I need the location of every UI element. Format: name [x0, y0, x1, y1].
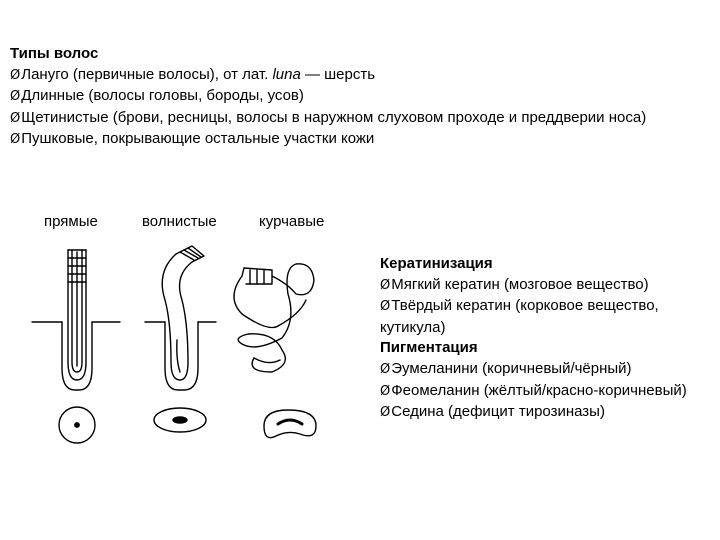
hair-follicle-illustration [30, 240, 350, 465]
lanugo-latin-term: luna [272, 65, 301, 83]
bullet-soft-keratin [380, 275, 700, 297]
bullet-arrow-icon: Ø [10, 67, 21, 83]
bullet-long [10, 86, 710, 108]
bullet-hard-keratin [380, 296, 700, 338]
wavy-hair-follicle [145, 246, 216, 390]
vellus-text: Пушковые, покрывающие остальные участки кожи [21, 130, 375, 148]
bullet-pheomelanin [380, 381, 700, 403]
hair-types-title: Типы волос [10, 45, 99, 62]
keratin-pigment-block [380, 254, 700, 424]
curly-cross-section [264, 410, 316, 438]
bullet-arrow-icon: Ø [10, 89, 21, 105]
bullet-arrow-icon: Ø [380, 405, 391, 421]
caption-wavy: волнистые [142, 213, 217, 230]
wavy-cross-section [154, 408, 206, 432]
hard-keratin-text: Твёрдый кератин (корковое вещество, кутикула) [380, 297, 659, 336]
bullet-arrow-icon: Ø [380, 277, 391, 293]
curly-hair-follicle [234, 264, 314, 372]
pheomelanin-text: Феомеланин (жёлтый/красно-коричневый) [391, 381, 687, 399]
bullet-lanugo [10, 65, 710, 87]
lanugo-text: Лануго (первичные волосы), от лат. [21, 65, 273, 83]
bristle-text: Щетинистые (брови, ресницы, волосы в наружном слуховом проходе и преддверии носа) [21, 108, 647, 126]
lanugo-text-end: — шерсть [300, 65, 376, 83]
bullet-vellus [10, 129, 710, 151]
bullet-gray-hair [380, 402, 700, 424]
long-text: Длинные (волосы головы, бороды, усов) [21, 87, 304, 105]
keratinization-title: Кератинизация [380, 255, 493, 272]
caption-curly: курчавые [259, 213, 325, 230]
bullet-arrow-icon: Ø [380, 383, 391, 399]
bullet-eumelanin [380, 359, 700, 381]
bullet-bristle [10, 108, 710, 130]
soft-keratin-text: Мягкий кератин (мозговое вещество) [391, 275, 649, 293]
straight-cross-section [59, 407, 95, 443]
bullet-arrow-icon: Ø [10, 132, 21, 148]
gray-hair-text: Седина (дефицит тирозиназы) [391, 403, 605, 421]
straight-hair-follicle [32, 250, 120, 390]
hair-types-block [10, 44, 710, 151]
pigmentation-title: Пигментация [380, 339, 478, 357]
eumelanin-text: Эумеланини (коричневый/чёрный) [391, 359, 632, 377]
bullet-arrow-icon: Ø [380, 361, 391, 377]
bullet-arrow-icon: Ø [10, 110, 21, 126]
bullet-arrow-icon: Ø [380, 299, 391, 315]
caption-straight: прямые [44, 213, 98, 230]
